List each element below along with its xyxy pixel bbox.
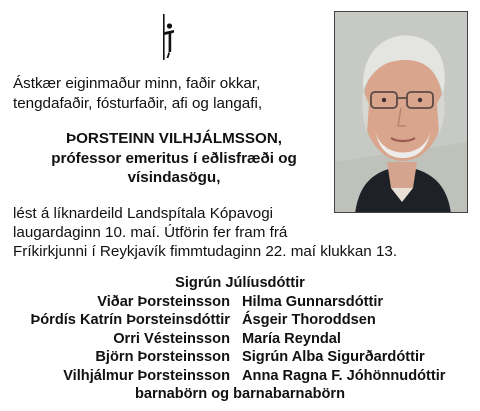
- signoff-name-right: Hilma Gunnarsdóttir: [242, 293, 384, 310]
- signoff-name-right: María Reyndal: [242, 330, 341, 347]
- deceased-title: vísindasögu,: [127, 169, 221, 186]
- signoff-couple: [0, 330, 480, 349]
- signoff-descendants: barnabörn og barnabarnabörn: [134, 386, 345, 402]
- deceased-title: prófessor emeritus í eðlisfræði og: [51, 149, 297, 167]
- deceased-name-block: [14, 129, 334, 188]
- signoff-name-left: Viðar Þorsteinsson: [97, 293, 230, 310]
- deceased-name: ÞORSTEINN VILHJÁLMSSON,: [65, 130, 283, 147]
- signoff-widow: Sigrún Júlíusdóttir: [175, 275, 305, 291]
- signoff-couple: [0, 348, 480, 367]
- signoff-couple: [0, 293, 480, 312]
- family-signoff: [0, 274, 480, 404]
- intro-line: Ástkær eiginmaður minn, faðir okkar,: [13, 75, 261, 92]
- signoff-name-left: Vilhjálmur Þorsteinsson: [63, 367, 230, 384]
- signoff-couple: [0, 367, 480, 386]
- signoff-couple: [0, 311, 480, 330]
- signoff-name-right: Ásgeir Thoroddsen: [242, 312, 376, 328]
- announcement-line: laugardaginn 10. maí. Útförin fer fram frá: [13, 224, 288, 241]
- signoff-name-right: Anna Ragna F. Jóhönnudóttir: [242, 367, 446, 384]
- announcement-line: lést á líknardeild Landspítala Kópavogi: [13, 205, 274, 222]
- portrait-photo: [334, 11, 468, 213]
- announcement-text: [13, 204, 475, 261]
- intro-line: tengdafaðir, fósturfaðir, afi og langafi,: [13, 94, 263, 112]
- announcement-line: Fríkirkjunni í Reykjavík fimmtudaginn 22. maí klukkan 13.: [13, 243, 398, 260]
- intro-text: [13, 74, 333, 113]
- signoff-name-right: Sigrún Alba Sigurðardóttir: [242, 349, 425, 365]
- human-figure-symbol-icon: [160, 14, 178, 60]
- signoff-name-left: Þórdís Katrín Þorsteinsdóttir: [30, 312, 230, 328]
- signoff-name-left: Orri Vésteinsson: [113, 330, 230, 347]
- signoff-name-left: Björn Þorsteinsson: [95, 349, 230, 365]
